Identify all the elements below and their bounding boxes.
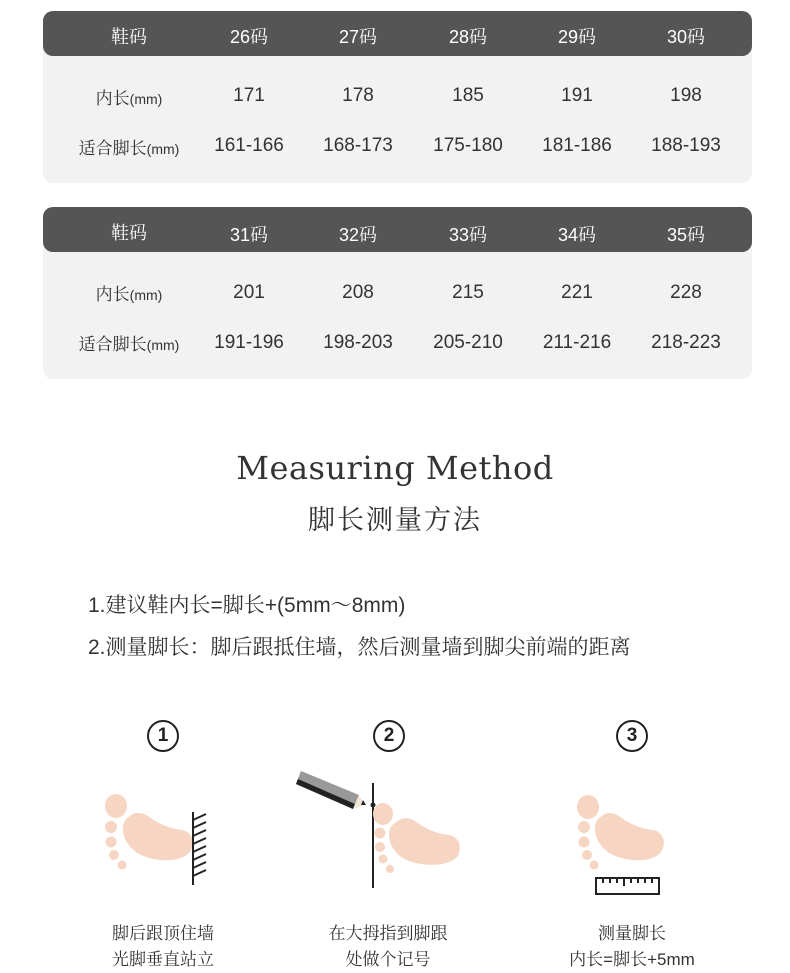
size-table-1-header (43, 11, 752, 56)
table-cell: 191 (561, 85, 593, 106)
row-label: 适合脚长(mm) (78, 335, 180, 354)
mark-dot (371, 803, 376, 808)
table-cell: 211-216 (542, 332, 612, 353)
table-cell: 175-180 (433, 135, 503, 156)
caption-line: 在大拇指到脚跟 (328, 924, 448, 943)
ruler-measure-illustration (573, 790, 673, 900)
table-cell: 221 (561, 282, 593, 303)
size-table-2-header (43, 207, 752, 252)
row-label: 内长(mm) (95, 89, 163, 108)
caption-line: 光脚垂直站立 (112, 950, 214, 969)
header-cell: 27码 (338, 27, 378, 47)
foot-against-wall-illustration (100, 790, 220, 890)
table-cell: 198 (670, 85, 702, 106)
header-cell: 33码 (448, 225, 488, 245)
table-cell: 215 (452, 282, 484, 303)
section-title-zh: 脚长测量方法 (308, 505, 482, 535)
step-number-3: 3 (616, 720, 648, 752)
foot-icon (577, 795, 664, 870)
foot-icon (105, 794, 193, 870)
ruler-icon (596, 878, 659, 894)
header-cell: 28码 (448, 27, 488, 47)
instruction-2: 2.测量脚长：脚后跟抵住墙，然后测量墙到脚尖前端的距离 (88, 636, 631, 659)
header-cell: 26码 (229, 27, 269, 47)
table-cell: 178 (342, 85, 374, 106)
step-1-caption (112, 921, 214, 973)
header-cell: 32码 (338, 225, 378, 245)
header-cell-size: 鞋码 (111, 27, 147, 47)
section-title-en: Measuring Method (236, 449, 554, 487)
caption-line: 处做个记号 (345, 950, 431, 969)
header-cell-size: 鞋码 (111, 223, 147, 243)
wall-icon (193, 812, 206, 885)
instruction-1: 1.建议鞋内长=脚长+(5mm～8mm) (88, 594, 406, 617)
row-label: 内长(mm) (95, 285, 163, 304)
table-cell: 185 (452, 85, 484, 106)
caption-line: 脚后跟顶住墙 (112, 924, 214, 943)
size-table-2 (43, 207, 752, 379)
foot-icon (373, 803, 460, 873)
table-cell: 188-193 (651, 135, 721, 156)
size-table-1 (43, 11, 752, 183)
table-cell: 201 (233, 282, 265, 303)
step-number-1: 1 (147, 720, 179, 752)
pencil-marking-illustration (295, 765, 465, 890)
header-cell: 31码 (229, 225, 269, 245)
step-3-caption (569, 921, 695, 973)
header-cell: 30码 (666, 27, 706, 47)
row-label: 适合脚长(mm) (78, 139, 180, 158)
pencil-icon (296, 771, 366, 809)
header-cell: 34码 (557, 225, 597, 245)
step-2-caption (329, 921, 448, 973)
table-cell: 198-203 (323, 332, 393, 353)
header-cell: 35码 (666, 225, 706, 245)
table-cell: 191-196 (214, 332, 284, 353)
table-cell: 218-223 (651, 332, 721, 353)
step-number-2: 2 (373, 720, 405, 752)
header-cell: 29码 (557, 27, 597, 47)
table-cell: 168-173 (323, 135, 393, 156)
table-cell: 205-210 (433, 332, 503, 353)
table-cell: 228 (670, 282, 702, 303)
caption-line: 测量脚长 (597, 924, 666, 943)
table-cell: 208 (342, 282, 374, 303)
table-cell: 171 (233, 85, 265, 106)
table-cell: 161-166 (214, 135, 284, 156)
caption-line: 内长=脚长+5mm (569, 950, 695, 969)
table-cell: 181-186 (542, 135, 612, 156)
